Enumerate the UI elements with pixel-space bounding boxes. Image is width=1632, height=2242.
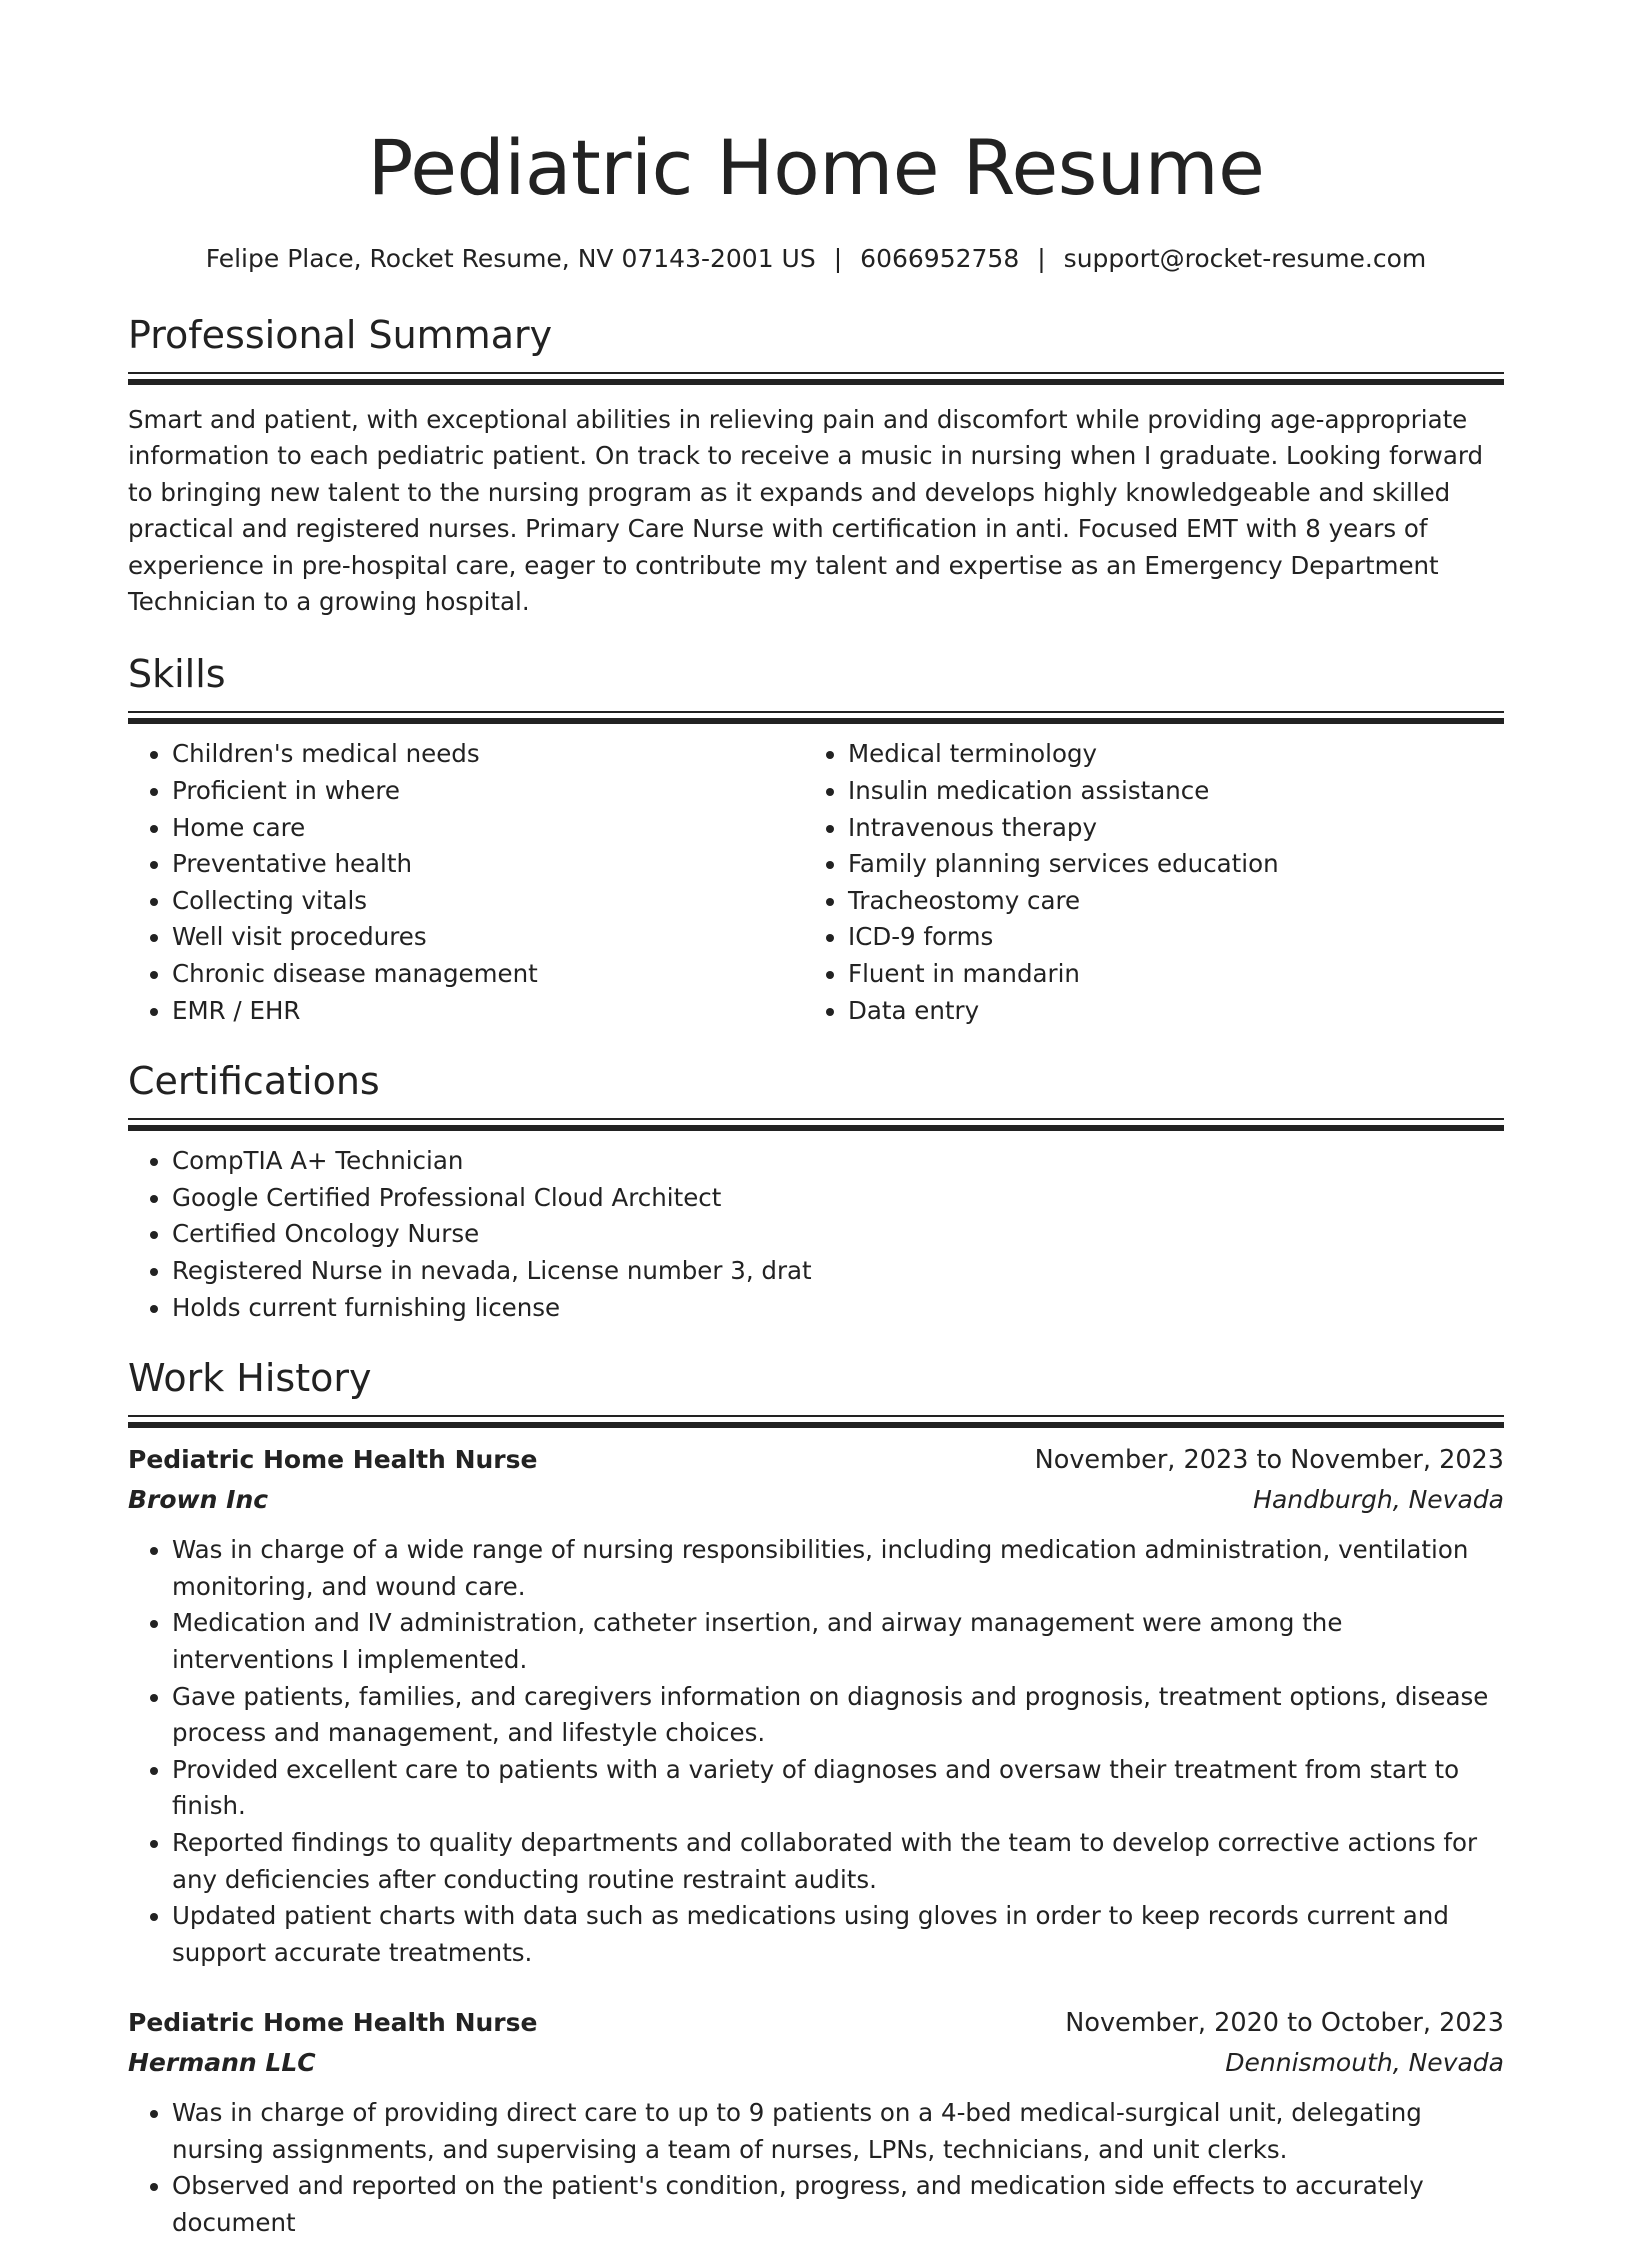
section-divider <box>128 711 1504 724</box>
skill-item: • Medical terminology <box>848 736 1480 773</box>
contact-phone: 6066952758 <box>860 244 1020 273</box>
certification-item: • Certified Oncology Nurse <box>172 1216 1504 1253</box>
section-title-work-history: Work History <box>128 1356 372 1401</box>
skill-item: • Insulin medication assistance <box>848 773 1480 810</box>
resume-name: Pediatric Home Resume <box>367 123 1265 212</box>
skill-item: • Fluent in mandarin <box>848 956 1480 993</box>
skill-item: • Preventative health <box>172 846 804 883</box>
contact-address: Felipe Place, Rocket Resume, NV 07143-2001 US <box>205 244 816 273</box>
resume-page <box>128 0 1504 2242</box>
job-header <box>128 2003 1504 2043</box>
job-duty-item: • Updated patient charts with data such as medications using gloves in order to keep records current and support accurate treatments. <box>172 1898 1504 1971</box>
certification-item: • Google Certified Professional Cloud Architect <box>172 1180 1504 1217</box>
job-entry <box>128 1440 1504 1971</box>
job-company: Hermann LLC <box>128 2048 316 2078</box>
skill-item: • Collecting vitals <box>172 883 804 920</box>
job-duty-item: • Reported findings to quality departments and collaborated with the team to develop corrective actions for any deficiencies after conducting routine restraint audits. <box>172 1825 1504 1898</box>
certification-item: • CompTIA A+ Technician <box>172 1143 1504 1180</box>
job-subheader <box>128 1480 1504 1520</box>
skill-item: • Well visit procedures <box>172 919 804 956</box>
job-location: Dennismouth, Nevada <box>1225 2048 1504 2078</box>
job-dates: November, 2020 to October, 2023 <box>1065 2008 1504 2039</box>
job-duty-item: • Medication and IV administration, catheter insertion, and airway management were among the interventions I implemented. <box>172 1605 1504 1678</box>
job-duties-list <box>128 1532 1504 1971</box>
job-duty-item: • Provided excellent care to patients with a variety of diagnoses and oversaw their treatment from start to finish. <box>172 1752 1504 1825</box>
job-subheader <box>128 2043 1504 2083</box>
skill-item: • ICD-9 forms <box>848 919 1480 956</box>
section-title-summary: Professional Summary <box>128 313 553 357</box>
contact-line <box>128 242 1504 276</box>
skill-item: • Home care <box>172 810 804 847</box>
skills-section <box>128 649 1504 1029</box>
certification-item: • Registered Nurse in nevada, License number 3, drat <box>172 1253 1504 1290</box>
job-location: Handburgh, Nevada <box>1253 1485 1504 1515</box>
job-duty-item: • Gave patients, families, and caregivers information on diagnosis and prognosis, treatment options, disease process and management, and lifestyle choices. <box>172 1679 1504 1752</box>
skills-list-left <box>128 736 804 1029</box>
job-header <box>128 1440 1504 1480</box>
skills-list-right <box>804 736 1480 1029</box>
job-title: Pediatric Home Health Nurse <box>128 2008 538 2038</box>
skill-item: • Proficient in where <box>172 773 804 810</box>
section-divider <box>128 372 1504 385</box>
job-company: Brown Inc <box>128 1485 269 1515</box>
certifications-list <box>128 1143 1504 1326</box>
skill-item: • Children's medical needs <box>172 736 804 773</box>
section-title-certifications: Certifications <box>128 1059 380 1104</box>
skill-item: • Data entry <box>848 993 1480 1030</box>
skill-item: • Intravenous therapy <box>848 810 1480 847</box>
skills-columns <box>128 724 1504 1029</box>
summary-text: Smart and patient, with exceptional abilities in relieving pain and discomfort while providing age-appropriate information to each pediatric patient. On track to receive a music in nursing when I graduate. Looking forward to bringing new talent to the nursing program as it expands and develops highly knowledgeable and skilled practical and registered nurses. Primary Care Nurse with certification in anti. Focused EMT with 8 years of experience in pre-hospital care, eager to contribute my talent and expertise as an Emergency Department Technician to a growing hospital. <box>128 405 1484 617</box>
section-divider <box>128 1415 1504 1428</box>
work-history-section <box>128 1353 1504 2242</box>
skill-item: • Family planning services education <box>848 846 1480 883</box>
contact-email[interactable]: support@rocket-resume.com <box>1063 244 1427 273</box>
job-duty-item: • Was in charge of providing direct care to up to 9 patients on a 4-bed medical-surgical unit, delegating nursing assignments, and supervising a team of nurses, LPNs, technicians, and unit clerks. <box>172 2095 1504 2168</box>
contact-separator: | <box>1037 244 1046 273</box>
job-title: Pediatric Home Health Nurse <box>128 1445 538 1475</box>
job-duties-list <box>128 2095 1504 2241</box>
skill-item: • EMR / EHR <box>172 993 804 1030</box>
contact-separator: | <box>833 244 843 273</box>
skill-item: • Tracheostomy care <box>848 883 1480 920</box>
certification-item: • Holds current furnishing license <box>172 1290 1504 1327</box>
section-divider <box>128 1118 1504 1131</box>
job-dates: November, 2023 to November, 2023 <box>1034 1445 1504 1476</box>
job-duty-item: • Observed and reported on the patient's condition, progress, and medication side effects to accurately document <box>172 2168 1504 2241</box>
skill-item: • Chronic disease management <box>172 956 804 993</box>
summary-section <box>128 310 1504 620</box>
job-duty-item: • Was in charge of a wide range of nursing responsibilities, including medication administration, ventilation monitoring, and wound care. <box>172 1532 1504 1605</box>
certifications-section <box>128 1056 1504 1326</box>
section-title-skills: Skills <box>128 652 226 697</box>
job-entry <box>128 2003 1504 2241</box>
